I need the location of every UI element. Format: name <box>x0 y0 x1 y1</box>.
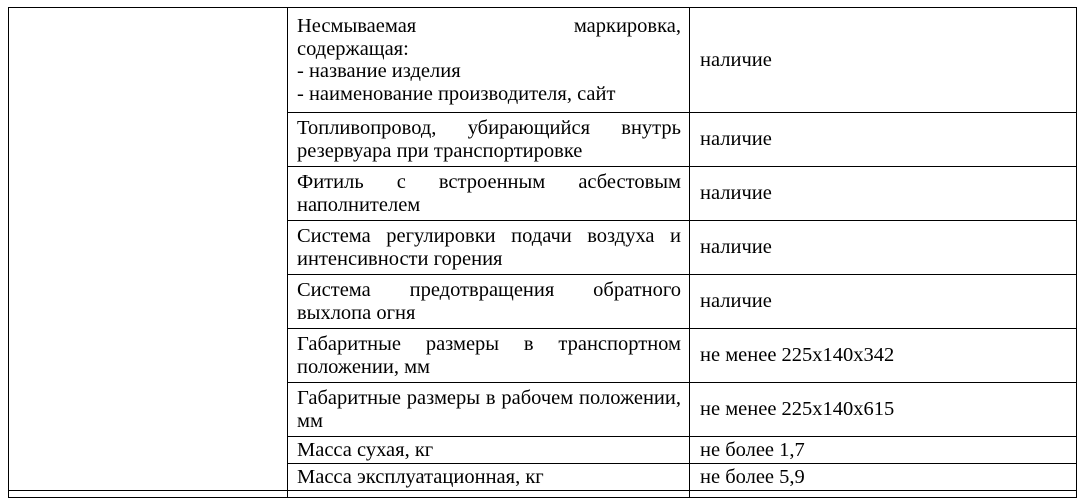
param-cell: Габаритные размеры в транспортном положении, мм <box>288 329 690 383</box>
table-row-continuation <box>9 491 1077 498</box>
param-cell: Система предотвращения обратного выхлопа огня <box>288 275 690 329</box>
param-cell: Масса эксплуатационная, кг <box>288 464 690 491</box>
param-cell <box>288 8 690 113</box>
blank-cell <box>9 8 288 491</box>
value-cell: не менее 225х140х615 <box>690 383 1077 437</box>
param-cell: Топливопровод, убирающийся внутрь резервуара при транспортировке <box>288 113 690 167</box>
param-cell: Габаритные размеры в рабочем положении, мм <box>288 383 690 437</box>
blank-cell <box>288 491 690 498</box>
value-cell: наличие <box>690 8 1077 113</box>
param-cell: Фитиль с встроенным асбестовым наполнителем <box>288 167 690 221</box>
param-cell: Масса сухая, кг <box>288 437 690 464</box>
param-line: - название изделия <box>297 60 461 82</box>
table-row <box>9 8 1077 113</box>
value-cell: не менее 225х140х342 <box>690 329 1077 383</box>
value-cell: не более 5,9 <box>690 464 1077 491</box>
blank-cell <box>9 491 288 498</box>
param-line: Несмываемая маркировка, <box>297 15 681 37</box>
blank-cell <box>690 491 1077 498</box>
value-cell: наличие <box>690 275 1077 329</box>
param-cell: Система регулировки подачи воздуха и интенсивности горения <box>288 221 690 275</box>
param-line: содержащая: <box>297 37 409 60</box>
value-cell: не более 1,7 <box>690 437 1077 464</box>
value-cell: наличие <box>690 167 1077 221</box>
param-line: - наименование производителя, сайт <box>297 82 616 105</box>
value-cell: наличие <box>690 221 1077 275</box>
value-cell: наличие <box>690 113 1077 167</box>
spec-table <box>8 7 1077 498</box>
